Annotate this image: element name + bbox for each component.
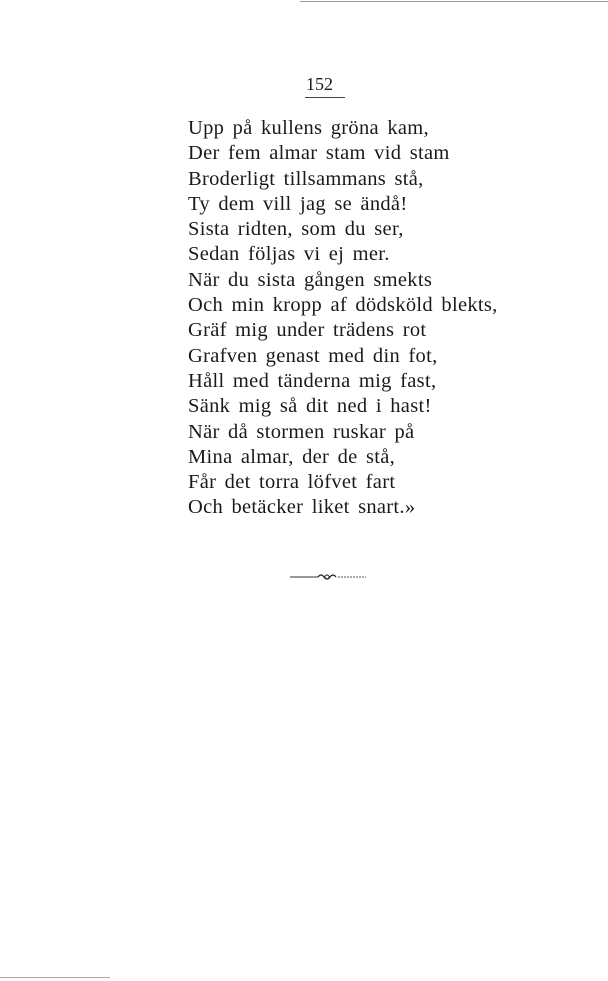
poem-line: Mina almar, der de stå,	[188, 445, 396, 468]
poem-line: När du sista gången smekts	[188, 268, 433, 291]
poem-text	[188, 116, 498, 521]
poem-line: Ty dem vill jag se ändå!	[188, 192, 408, 215]
ornament-divider-icon	[290, 570, 366, 584]
poem-line: Sänk mig så dit ned i hast!	[188, 395, 432, 418]
page-number: 152	[306, 74, 333, 94]
poem-line: Och betäcker liket snart.»	[188, 496, 416, 519]
poem-line: Grafven genast med din fot,	[188, 344, 438, 367]
scan-edge-line	[300, 1, 608, 2]
poem-line: Broderligt tillsammans stå,	[188, 167, 424, 190]
page-number-underline	[305, 97, 345, 98]
poem-line: Håll med tänderna mig fast,	[188, 369, 437, 392]
poem-line: Och min kropp af dödsköld blekts,	[188, 294, 498, 317]
poem-line: Sista ridten, som du ser,	[188, 218, 404, 241]
poem-line: Sedan följas vi ej mer.	[188, 243, 390, 266]
poem-line: När då stormen ruskar på	[188, 420, 415, 443]
poem-line: Får det torra löfvet fart	[188, 471, 396, 494]
scan-edge-line	[0, 977, 110, 978]
poem-line: Upp på kullens gröna kam,	[188, 117, 429, 139]
poem-line: Der fem almar stam vid stam	[188, 142, 450, 165]
poem-line: Gräf mig under trädens rot	[188, 319, 427, 342]
